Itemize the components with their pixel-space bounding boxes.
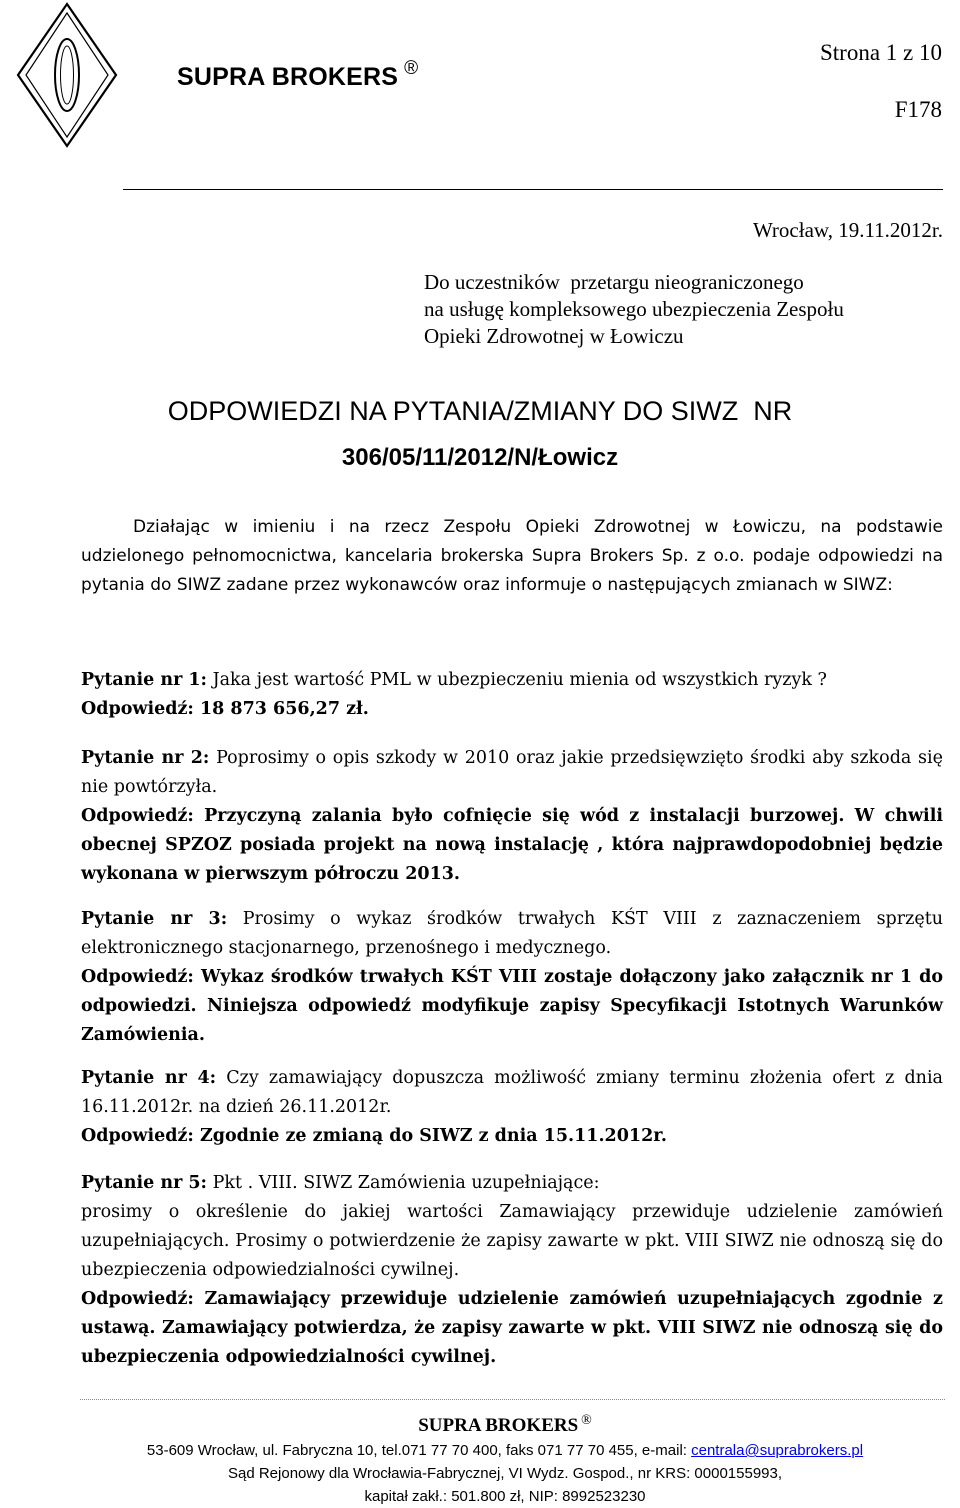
registered-mark: ®	[404, 58, 419, 79]
addressee-line: Do uczestników przetargu nieograniczonego	[424, 270, 804, 294]
document-reference-number: 306/05/11/2012/N/Łowicz	[341, 444, 619, 471]
registered-mark: ®	[581, 1413, 592, 1428]
question-1: Pytanie nr 1: Jaka jest wartość PML w ubezpieczeniu mienia od wszystkich ryzyk ?	[81, 670, 827, 690]
footer-divider	[80, 1399, 945, 1400]
qa-item-1	[81, 666, 943, 724]
answer-label: Odpowiedź:	[81, 806, 194, 826]
question-3: Pytanie nr 3: Prosimy o wykaz środków trwałych KŚT VIII z zaznaczeniem sprzętu elektronicznego stacjonarnego, przenośnego i medycznego.	[81, 909, 943, 958]
letter-date: Wrocław, 19.11.2012r.	[752, 218, 943, 242]
answer-3: Odpowiedź: Wykaz środków trwałych KŚT VIII zostaje dołączony jako załącznik nr 1 do odpowiedzi. Niniejsza odpowiedź modyfikuje zapisy Specyfikacji Istotnych Warunków Zamówienia.	[81, 967, 943, 1045]
document-code: F178	[894, 97, 942, 122]
question-label: Pytanie nr 3:	[81, 909, 228, 929]
footer-email-link[interactable]: centrala@suprabrokers.pl	[691, 1442, 864, 1459]
answer-label: Odpowiedź:	[81, 1126, 194, 1146]
addressee-block	[424, 269, 844, 350]
answer-1: Odpowiedź: 18 873 656,27 zł.	[81, 699, 369, 719]
qa-item-5	[81, 1169, 943, 1372]
answer-2: Odpowiedź: Przyczyną zalania było cofnięcie się wód z instalacji burzowej. W chwili obecnej SPZOZ posiada projekt na nową instalację , która najprawdopodobniej będzie wykonana w pierwszym półroczu 2013.	[81, 806, 943, 884]
footer-address-line: 53-609 Wrocław, ul. Fabryczna 10, tel.071 77 70 400, faks 071 77 70 455, e-mail: centrala@suprabrokers.pl	[146, 1442, 864, 1459]
question-label: Pytanie nr 1:	[81, 670, 208, 690]
document-title: ODPOWIEDZI NA PYTANIA/ZMIANY DO SIWZ NR	[167, 396, 793, 426]
question-label: Pytanie nr 5:	[81, 1173, 208, 1193]
company-logo-icon	[16, 2, 118, 148]
qa-item-4	[81, 1064, 943, 1151]
qa-item-3	[81, 905, 943, 1050]
footer-court-line: Sąd Rejonowy dla Wrocławia-Fabrycznej, VI Wydz. Gospod., nr KRS: 0000155993,	[227, 1465, 783, 1482]
brand-name: SUPRA BROKERS ®	[177, 58, 419, 91]
answer-label: Odpowiedź:	[81, 699, 194, 719]
answer-label: Odpowiedź:	[81, 1289, 194, 1309]
question-5-detail: prosimy o określenie do jakiej wartości Zamawiający przewiduje udzielenie zamówień uzupełniających. Prosimy o potwierdzenie że zapisy zawarte w pkt. VIII SIWZ nie odnoszą się do ubezpieczenia odpowiedzialności cywilnej.	[81, 1202, 943, 1280]
question-4: Pytanie nr 4: Czy zamawiający dopuszcza możliwość zmiany terminu złożenia ofert z dnia 16.11.2012r. na dzień 26.11.2012r.	[81, 1068, 943, 1117]
answer-4: Odpowiedź: Zgodnie ze zmianą do SIWZ z dnia 15.11.2012r.	[81, 1126, 667, 1146]
qa-item-2	[81, 744, 943, 889]
header-divider	[123, 189, 943, 190]
footer	[0, 1414, 960, 1508]
question-5: Pytanie nr 5: Pkt . VIII. SIWZ Zamówienia uzupełniające:	[81, 1173, 600, 1193]
intro-paragraph: Działając w imieniu i na rzecz Zespołu Opieki Zdrowotnej w Łowiczu, na podstawie udzielonego pełnomocnictwa, kancelaria brokerska Supra Brokers Sp. z o.o. podaje odpowiedzi na pytania do SIWZ zadane przez wykonawców oraz informuje o następujących zmianach w SIWZ:	[81, 517, 943, 595]
addressee-line: Opieki Zdrowotnej w Łowiczu	[424, 324, 684, 348]
footer-brand: SUPRA BROKERS ®	[418, 1413, 592, 1436]
question-label: Pytanie nr 2:	[81, 748, 210, 768]
question-label: Pytanie nr 4:	[81, 1068, 217, 1088]
question-2: Pytanie nr 2: Poprosimy o opis szkody w 2010 oraz jakie przedsięwzięto środki aby szkoda się nie powtórzyła.	[81, 748, 943, 797]
answer-label: Odpowiedź:	[81, 967, 194, 987]
answer-5: Odpowiedź: Zamawiający przewiduje udzielenie zamówień uzupełniających zgodnie z ustawą. Zamawiający potwierdza, że zapisy zawarte w pkt. VIII SIWZ nie odnoszą się do ubezpieczenia odpowiedzialności cywilnej.	[81, 1289, 943, 1367]
page-number: Strona 1 z 10	[819, 40, 942, 65]
footer-capital-line: kapitał zakł.: 501.800 zł, NIP: 8992523230	[364, 1488, 646, 1505]
addressee-line: na usługę kompleksowego ubezpieczenia Zespołu	[424, 297, 844, 321]
